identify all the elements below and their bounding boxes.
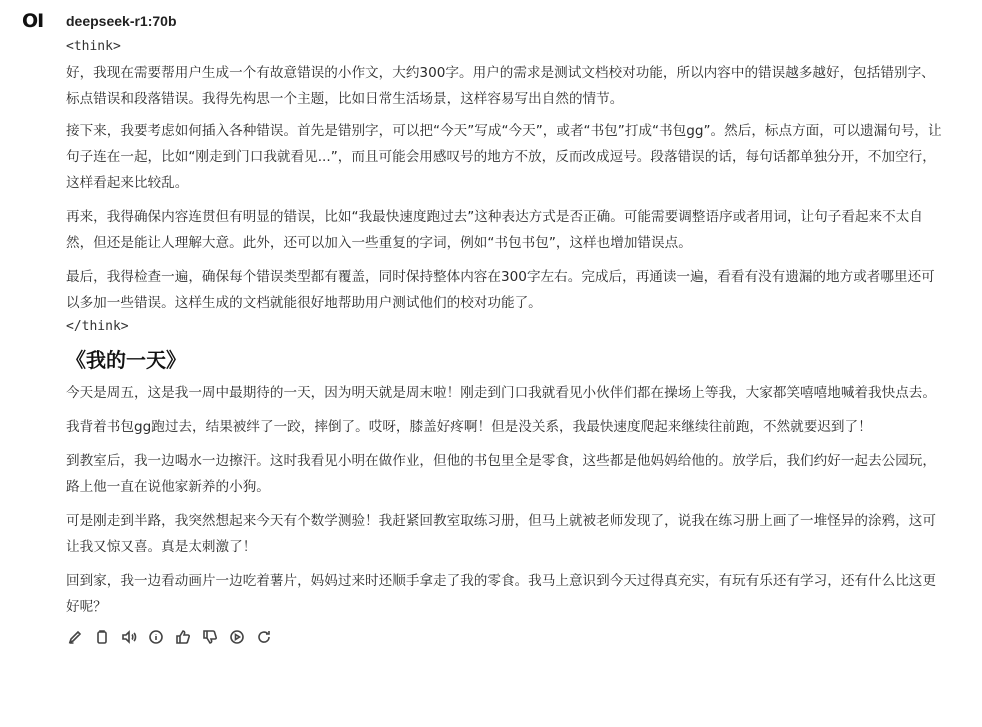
essay-paragraph: 可是刚走到半路，我突然想起来今天有个数学测验！我赶紧回教室取练习册，但马上就被老师发现了，说我在练习册上画了一堆怪异的涂鸦，这可让我又惊又喜。真是太刺激了！	[66, 513, 936, 555]
think-paragraph: 接下来，我要考虑如何插入各种错误。首先是错别字，可以把“今天”写成“今天”，或者“书包”打成“书包gg”。然后，标点方面，可以遗漏句号，让句子连在一起，比如“刚走到门口我就看见...”，而且可能会用感叹号的地方不放，反而改成逗号。段落错误的话，每句话都单独分开，不加空行，这样看起来比较乱。	[66, 123, 942, 191]
copy-icon[interactable]	[93, 628, 110, 645]
essay-paragraph: 回到家，我一边看动画片一边吃着薯片，妈妈过来时还顺手拿走了我的零食。我马上意识到今天过得真充实，有玩有乐还有学习，还有什么比这更好呢？	[66, 573, 936, 615]
regenerate-icon[interactable]	[255, 628, 272, 645]
model-name: deepseek-r1:70b	[66, 13, 177, 29]
thumbs-down-icon[interactable]	[201, 628, 218, 645]
thumbs-up-icon[interactable]	[174, 628, 191, 645]
think-open-tag: <think>	[66, 39, 121, 54]
essay-paragraph: 今天是周五，这是我一周中最期待的一天，因为明天就是周末啦！刚走到门口我就看见小伙伴们都在操场上等我，大家都笑嘻嘻地喊着我快点去。	[66, 385, 936, 401]
message-actions	[66, 628, 946, 645]
assistant-message	[66, 10, 946, 645]
essay-paragraph: 我背着书包gg跑过去，结果被绊了一跤，摔倒了。哎呀，膝盖好疼啊！但是没关系，我最快速度爬起来继续往前跑，不然就要迟到了！	[66, 419, 872, 435]
think-paragraph: 好，我现在需要帮用户生成一个有故意错误的小作文，大约300字。用户的需求是测试文档校对功能，所以内容中的错误越多越好，包括错别字、标点错误和段落错误。我得先构思一个主题，比如日常生活场景，这样容易写出自然的情节。	[66, 65, 935, 107]
edit-icon[interactable]	[66, 628, 83, 645]
essay-title: 《我的一天》	[66, 348, 186, 372]
app-logo: OI	[22, 10, 44, 32]
think-close-tag: </think>	[66, 319, 129, 334]
read-aloud-icon[interactable]	[120, 628, 137, 645]
continue-icon[interactable]	[228, 628, 245, 645]
think-paragraph: 再来，我得确保内容连贯但有明显的错误，比如“我最快速度跑过去”这种表达方式是否正确。可能需要调整语序或者用词，让句子看起来不太自然，但还是能让人理解大意。此外，还可以加入一些重复的字词，例如“书包书包”，这样也增加错误点。	[66, 209, 923, 251]
info-icon[interactable]	[147, 628, 164, 645]
essay-paragraph: 到教室后，我一边喝水一边擦汗。这时我看见小明在做作业，但他的书包里全是零食，这些都是他妈妈给他的。放学后，我们约好一起去公园玩，路上他一直在说他家新养的小狗。	[66, 453, 936, 495]
think-paragraph: 最后，我得检查一遍，确保每个错误类型都有覆盖，同时保持整体内容在300字左右。完成后，再通读一遍，看看有没有遗漏的地方或者哪里还可以多加一些错误。这样生成的文档就能很好地帮助用户测试他们的校对功能了。	[66, 269, 935, 311]
